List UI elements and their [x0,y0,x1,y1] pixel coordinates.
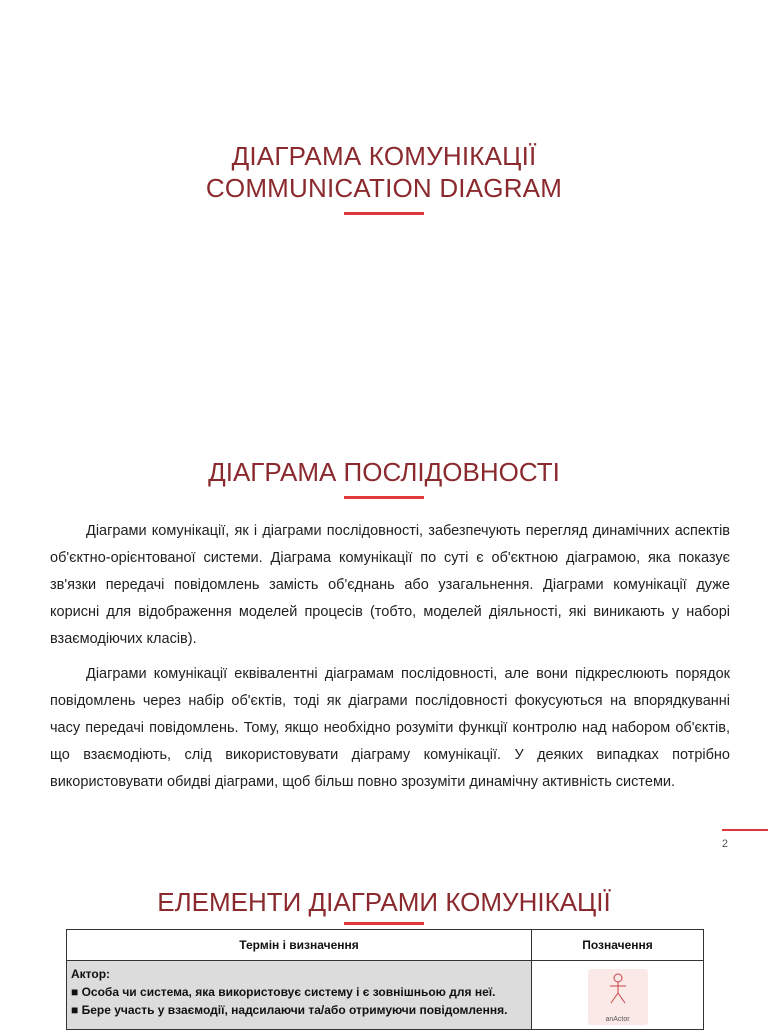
section-elements [0,886,768,925]
page-marker [722,829,768,831]
term-bullet: ■ Особа чи система, яка використовує систему і є зовнішньою для неї. [71,985,496,999]
table-header-row [67,930,704,961]
paragraph: Діаграми комунікації, як і діаграми послідовності, забезпечують перегляд динамічних аспектів об'єктно-орієнтованої системи. Діаграма комунікації по суті є об'єктною діаграмою, яка показує зв'язки передачі повідомлень замість об'єднань або узагальнення. Діаграми комунікації дуже корисні для відображення моделей процесів (тобто, моделей діяльності, які виникають у наборі взаємодіючих класів). [50,523,730,647]
term-bullet: ■ Бере участь у взаємодії, надсилаючи та/або отримуючи повідомлення. [71,1003,508,1017]
paragraph: Діаграми комунікації еквівалентні діаграмам послідовності, але вони підкреслюють порядок повідомлень через набір об'єктів, тоді як діаграми послідовності фокусуються на впорядкуванні часу передачі повідомлень. Тому, якщо необхідно розуміти функції контролю над набором об'єктів, що взаємодіють, слід використовувати діаграму комунікації. У деяких випадках потрібно використовувати обидві діаграми, щоб більш повно зрозуміти динамічну активність системи. [50,666,730,790]
actor-label: anActor [605,1016,630,1023]
title-english: COMMUNICATION DIAGRAM [205,173,563,203]
stick-figure-icon [606,973,630,1005]
section-underline [344,922,424,925]
section-sequence [0,456,768,499]
section-underline [344,496,424,499]
elements-table [66,929,704,1030]
actor-symbol [588,969,648,1025]
symbol-cell [532,961,704,1030]
section-body [50,518,730,804]
column-header-symbol: Позначення [532,930,704,961]
section-title: ЕЛЕМЕНТИ ДІАГРАМИ КОМУНІКАЦІЇ [157,887,611,917]
page-number: 2 [721,838,728,850]
title-ukrainian: ДІАГРАМА КОМУНІКАЦІЇ [231,141,537,171]
section-title: ДІАГРАМА ПОСЛІДОВНОСТІ [208,457,560,487]
term-name: Актор: [71,967,111,981]
term-cell [67,961,532,1030]
table-row [67,961,704,1030]
column-header-term: Термін і визначення [67,930,532,961]
document-title [0,140,768,215]
title-underline [344,212,424,215]
